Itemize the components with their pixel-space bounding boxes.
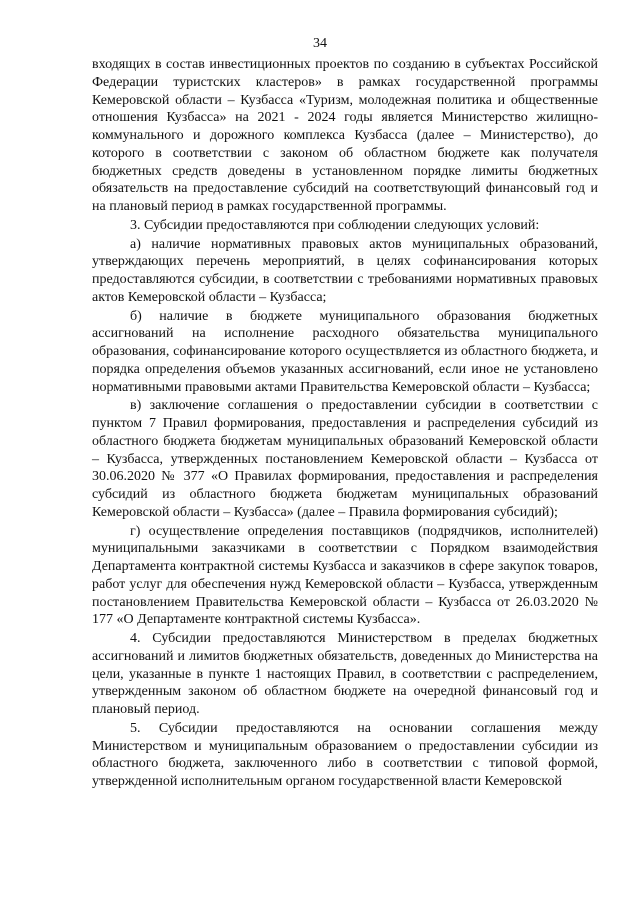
paragraph-subitem-g: г) осуществление определения поставщиков (подрядчиков, исполнителей) муниципальными заказчиками в соответствии с Порядком взаимодействия Департамента контрактной системы Кузбасса и заказчиков в сфере закупок товаров, работ услуг для обеспечения нужд Кемеровской области – Кузбасса, утвержденным постановлением Правительства Кемеровской области – Кузбасса от 26.03.2020 № 177 «О Департаменте контрактной системы Кузбасса».: [92, 523, 598, 628]
paragraph-subitem-b: б) наличие в бюджете муниципального образования бюджетных ассигнований на исполнение расходного обязательства муниципального образования, софинансирование которого осуществляется из областного бюджета, и порядка определения объемов указанных ассигнований, если иное не установлено нормативными правовыми актами Правительства Кемеровской области – Кузбасса;: [92, 308, 598, 395]
page-number: 34: [313, 36, 327, 51]
paragraph-subitem-a: а) наличие нормативных правовых актов муниципальных образований, утверждающих перечень мероприятий, в целях софинансирования которых предоставляются субсидии, в соответствии с требованиями нормативных правовых актов Кемеровской области – Кузбасса;: [92, 236, 598, 305]
document-body: [92, 56, 598, 791]
paragraph-subitem-v: в) заключение соглашения о предоставлении субсидии в соответствии с пунктом 7 Правил формирования, предоставления и распределения субсидий из областного бюджета бюджетам муниципальных образований Кемеровской области – Кузбасса, утвержденных постановлением Кемеровской области – Кузбасса от 30.06.2020 № 377 «О Правилах формирования, предоставления и распределения субсидий из областного бюджета бюджетам муниципальных образований Кемеровской области – Кузбасса» (далее – Правила формирования субсидий);: [92, 398, 598, 520]
paragraph-continuation: входящих в состав инвестиционных проектов по созданию в субъектах Российской Федерации туристских кластеров» в рамках государственной программы Кемеровской области – Кузбасса «Туризм, молодежная политика и общественные отношения Кузбасса» на 2021 - 2024 годы является Министерство жилищно-коммунального и дорожного комплекса Кузбасса (далее – Министерство), до которого в соответствии с законом об областном бюджете как получателя бюджетных средств доведены в установленном порядке лимиты бюджетных обязательств на предоставление субсидий на соответствующий финансовый год и на плановый период в рамках государственной программы.: [92, 57, 598, 214]
paragraph-item-4: 4. Субсидии предоставляются Министерством в пределах бюджетных ассигнований и лимитов бюджетных обязательств, доведенных до Министерства на цели, указанные в пункте 1 настоящих Правил, в соответствии с распределением, утвержденным законом об областном бюджете на очередной финансовый год и плановый период.: [92, 631, 598, 717]
paragraph-item-3: 3. Субсидии предоставляются при соблюдении следующих условий:: [130, 217, 540, 233]
paragraph-item-5: 5. Субсидии предоставляются на основании соглашения между Министерством и муниципальным образованием о предоставлении субсидии из областного бюджета, заключенного либо в соответствии с типовой формой, утвержденной исполнительным органом государственной власти Кемеровской: [92, 720, 598, 789]
